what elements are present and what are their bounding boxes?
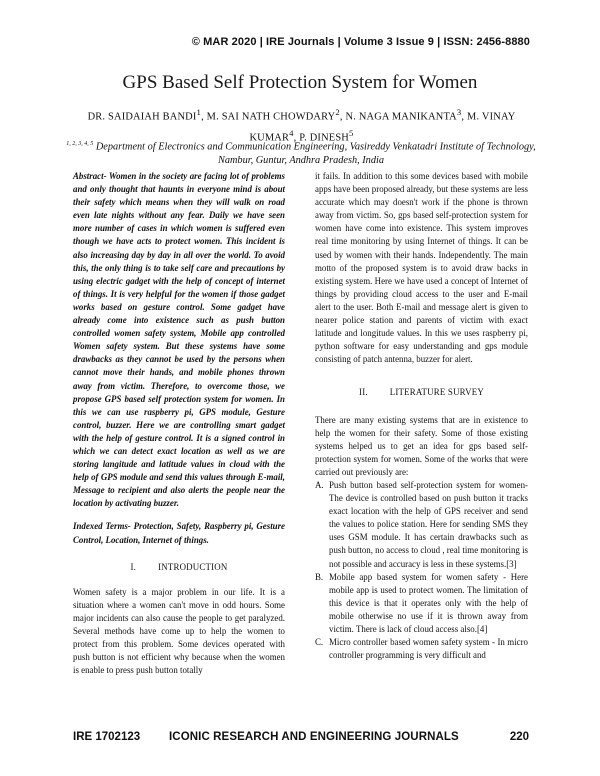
page-number: 220 xyxy=(509,731,529,743)
section-title: INTRODUCTION xyxy=(158,561,228,572)
section-heading-introduction xyxy=(73,561,285,574)
journal-header: © MAR 2020 | IRE Journals | Volume 3 Issue 9 | ISSN: 2456-8880 xyxy=(191,36,530,48)
author-name: N. NAGA MANIKANTA xyxy=(345,111,457,123)
list-item-text: Mobile app based system for women safety - Here mobile app is used to protect women. The limitation of this device is that it operates only with the help of mobile otherwise no use if it is thrown away from victim. There is lack of cloud access also.[4] xyxy=(329,571,528,634)
section-number: II. xyxy=(359,387,368,398)
list-marker: A. xyxy=(315,479,324,490)
list-marker: B. xyxy=(315,571,324,582)
list-item-text: Push button based self-protection system for women- The device is controlled based on push button it tracks exact location with the help of GPS receiver and send the values to police station. Here for sending SMS they uses GSM module. It has certain drawbacks such as push button, no access to cloud , real time monitoring is not possible and accuracy is less in these systems.[3] xyxy=(329,479,528,569)
author-sup: 1 xyxy=(196,107,202,117)
author-name: DR. SAIDAIAH BANDI xyxy=(87,111,197,123)
introduction-continued: it fails. In addition to this some devices based with mobile apps have been proposed already, but these systems are less accurate which may doesn't work if the phone is thrown away from victim. So, gps based self-protection system for women have come into existence. This system improves real time monitoring by using Internet of things. It can be used by women with their hands. Independently. The main motto of the proposed system is to avoid draw backs in existing system. Here we have used a concept of Internet of things by providing cloud access to the user and E-mail alert to the user. Both E-mail and message alert is given to nearer police station and parents of victim with exact latitude and longitude values. In this we uses raspberry pi, python software for easy understanding and gps module consisting of patch antenna, buzzer for alert. xyxy=(315,171,528,365)
author-sup: 5 xyxy=(349,128,354,139)
author-name: P. DINESH xyxy=(299,132,349,144)
author-name: M. VINAY KUMAR xyxy=(249,111,516,144)
literature-intro: There are many existing systems that are in existence to help the women for their safety. Some of those existing systems helped us to get an idea for gps based self-protection system for women. Some of the works that were carried out previously are: xyxy=(315,414,528,477)
affiliation-sup: 1, 2, 3, 4, 5 xyxy=(66,141,94,147)
journal-name: ICONIC RESEARCH AND ENGINEERING JOURNALS xyxy=(169,731,459,743)
list-item xyxy=(315,636,528,662)
right-column xyxy=(315,170,528,662)
author-name: M. SAI NATH CHOWDARY xyxy=(206,111,336,123)
paper-title: GPS Based Self Protection System for Women xyxy=(122,72,478,93)
affiliation xyxy=(66,137,536,168)
list-item-text: Micro controller based women safety system - In micro controller programming is very difficult and xyxy=(329,637,528,661)
section-title: LITERATURE SURVEY xyxy=(389,387,484,398)
index-terms: Indexed Terms- Protection, Safety, Raspberry pi, Gesture Control, Location, Internet of things. xyxy=(73,521,285,545)
list-item xyxy=(315,479,528,571)
left-column xyxy=(73,170,285,677)
author-sup: 4 xyxy=(289,128,294,139)
author-sup: 3 xyxy=(456,107,462,117)
paper-id: IRE 1702123 xyxy=(73,731,141,743)
literature-list xyxy=(315,479,528,662)
author-sup: 2 xyxy=(335,107,340,117)
introduction-text: Women safety is a major problem in our life. It is a situation where a women can't move in odd hours. Some major incidents can also cause the people to get paralyzed. Several methods have come up to help the women to protect from this problem. Some devices operated with push button is not efficient why because when the women is enable to press push button totally xyxy=(73,586,285,676)
list-marker: C. xyxy=(315,637,324,648)
abstract: Abstract- Women in the society are facing lot of problems and only thought that haunts in everyone mind is about their safety which means when they will walk on road even late nights without any fear. Daily we have seen more number of cases in which women is suffered even though we have acts to protect women. This incident is also increasing day by day in all over the world. To avoid this, the only thing is to take self care and precautions by using electric gadget with the help of concept of internet of things. It is very helpful for the women if those gadget works based on gesture control. Some gadget have already come into existence such as push button controlled women safety system, Mobile app controlled Women safety system. But these systems have some drawbacks as they cannot be used by the persons when cannot move their hands, and mobile phones thrown away from victim. Therefore, to overcome those, we propose GPS based self protection system for women. In this we can use raspberry pi, GPS module, Gesture control, buzzer. Here we are controlling smart gadget with the help of gesture control. It is a signed control in which we can detect exact location as well as we are storing langitude and latitude values in cloud with the help of GPS module and send this values through E-mail, Message to recipient and also alerts the people near the location by activating buzzer. xyxy=(73,171,285,509)
section-number: I. xyxy=(130,561,137,572)
list-item xyxy=(315,571,528,636)
section-heading-literature xyxy=(315,386,528,399)
author-list: DR. SAIDAIAH BANDI$^1$, M. SAI NATH CHOWDARY$^2$, N. NAGA MANIKANTA$^3$, M. VINAY KUMAR$^4$, P. DINESH$^5$ xyxy=(87,107,516,144)
affiliation-text: Department of Electronics and Communication Engineering, Vasireddy Venkatadri Institute of Technology, Nambur, Guntur, Andhra Pradesh, India xyxy=(95,141,536,167)
